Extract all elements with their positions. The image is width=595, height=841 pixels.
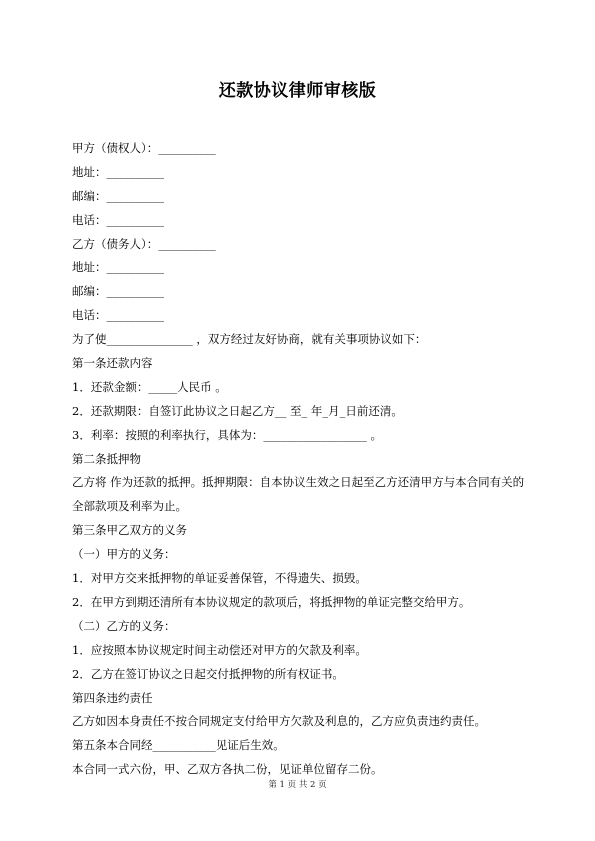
article-2-paragraph: 乙方将 作为还款的抵押。抵押期限：自本协议生效之日起至乙方还清甲方与本合同有关的全部款项及利率为止。	[72, 475, 525, 514]
article-1-heading: 第一条还款内容	[72, 356, 153, 371]
party-b-line: 乙方（债务人）：__________	[72, 236, 216, 251]
party-b-postcode: 邮编：__________	[72, 284, 164, 299]
party-b-duty-1: 1．应按照本协议规定时间主动偿还对甲方的欠款及利率。	[72, 642, 367, 657]
document-body	[72, 137, 532, 782]
article-4-paragraph: 乙方如因本身责任不按合同规定支付给甲方欠款及利息的，乙方应负责违约责任。	[72, 714, 486, 729]
party-a-line: 甲方（债权人）：__________	[72, 141, 216, 155]
party-b-address: 地址：__________	[72, 260, 164, 275]
page-number: 第 1 页 共 2 页	[268, 780, 327, 790]
article-4-heading: 第四条违约责任	[72, 690, 153, 705]
article-1-item-3: 3．利率：按照的利率执行，具体为：__________________ 。	[72, 427, 382, 442]
party-b-duty-2: 2．乙方在签订协议之日起交付抵押物的所有权证书。	[72, 666, 344, 681]
party-a-postcode: 邮编：__________	[72, 188, 164, 203]
party-b-duties-heading: （二）乙方的义务：	[72, 618, 176, 633]
article-3-heading: 第三条甲乙双方的义务	[72, 523, 187, 538]
article-1-item-1: 1．还款金额：_____人民币 。	[72, 379, 227, 394]
party-a-phone: 电话：__________	[72, 212, 164, 227]
preamble-paragraph: 为了使_______________ ，双方经过友好协商，就有关事项协议如下：	[72, 332, 427, 347]
article-5-line: 第五条本合同经___________见证后生效。	[72, 738, 285, 753]
article-1-item-2: 2．还款期限：自签订此协议之日起乙方__ 至_ 年_月_日前还清。	[72, 403, 403, 418]
party-a-address: 地址：__________	[72, 164, 164, 179]
party-a-duties-heading: （一）甲方的义务：	[72, 547, 176, 562]
party-a-duty-1: 1．对甲方交来抵押物的单证妥善保管，不得遗失、损毁。	[72, 571, 367, 586]
party-b-phone: 电话：__________	[72, 308, 164, 323]
copies-paragraph: 本合同一式六份，甲、乙双方各执二份，见证单位留存二份。	[72, 762, 383, 777]
article-2-heading: 第二条抵押物	[72, 451, 141, 466]
document-title: 还款协议律师审核版	[218, 81, 377, 101]
party-a-duty-2: 2．在甲方到期还清所有本协议规定的款项后，将抵押物的单证完整交给甲方。	[72, 594, 471, 609]
